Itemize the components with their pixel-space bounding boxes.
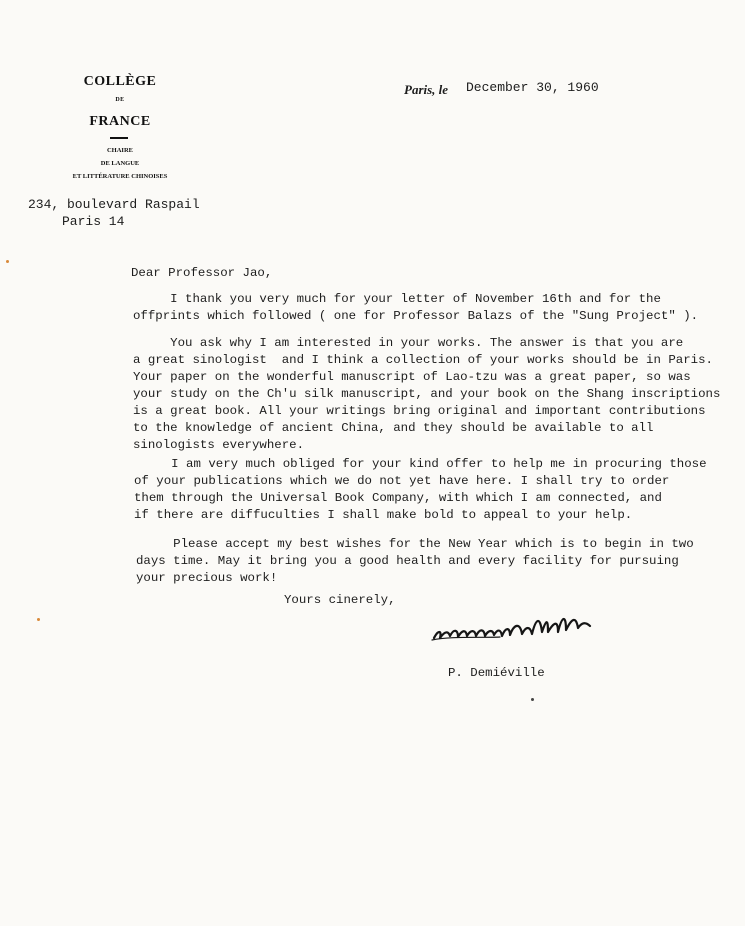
letterhead-institution: COLLÈGE	[83, 74, 157, 89]
signatory-name: P. Demiéville	[448, 666, 545, 680]
letterhead-de: DE	[115, 97, 125, 103]
closing: Yours cinerely,	[284, 593, 396, 607]
sender-address-city: Paris 14	[62, 214, 125, 229]
paragraph-publications: I am very much obliged for your kind offer to help me in procuring those of your publications which we do not yet have here. I shall try to order them through the Universal Book Company, with which I am connected, and if there are diffuculties I shall make bold to appeal to your help.	[134, 457, 707, 522]
ink-mark	[6, 260, 9, 263]
ink-mark	[37, 618, 40, 621]
letterhead-litterature: ET LITTÉRATURE CHINOISES	[72, 173, 168, 180]
letterhead-chaire: CHAIRE	[106, 147, 133, 154]
sender-address-street: 234, boulevard Raspail	[28, 197, 200, 212]
letterhead-rule	[110, 137, 128, 139]
salutation: Dear Professor Jao,	[131, 266, 273, 280]
letterhead-langue: DE LANGUE	[100, 160, 140, 167]
paragraph-thanks: I thank you very much for your letter of November 16th and for the offprints which followed ( one for Professor Balazs of the "Sung Project" ).	[133, 292, 699, 323]
paragraph-wishes: Please accept my best wishes for the New Year which is to begin in two days time. May it bring you a good health and every facility for pursuing your precious work!	[136, 537, 694, 585]
letterhead-france: FRANCE	[89, 114, 151, 129]
dateline-date: December 30, 1960	[466, 80, 599, 95]
handwritten-signature	[430, 608, 595, 648]
paragraph-interest: You ask why I am interested in your works. The answer is that you are a great sinologist and I think a collection of your works should be in Paris. Your paper on the wonderful manuscript of Lao-tzu was a great paper, so was your study on the Ch'u silk manuscript, and your book on the Shang inscriptions is a great book. All your writings bring original and important contributions to the knowledge of ancient China, and they should be available to all sinologists everywhere.	[133, 336, 721, 452]
ink-mark	[531, 698, 534, 701]
dateline-place: Paris, le	[404, 82, 449, 97]
